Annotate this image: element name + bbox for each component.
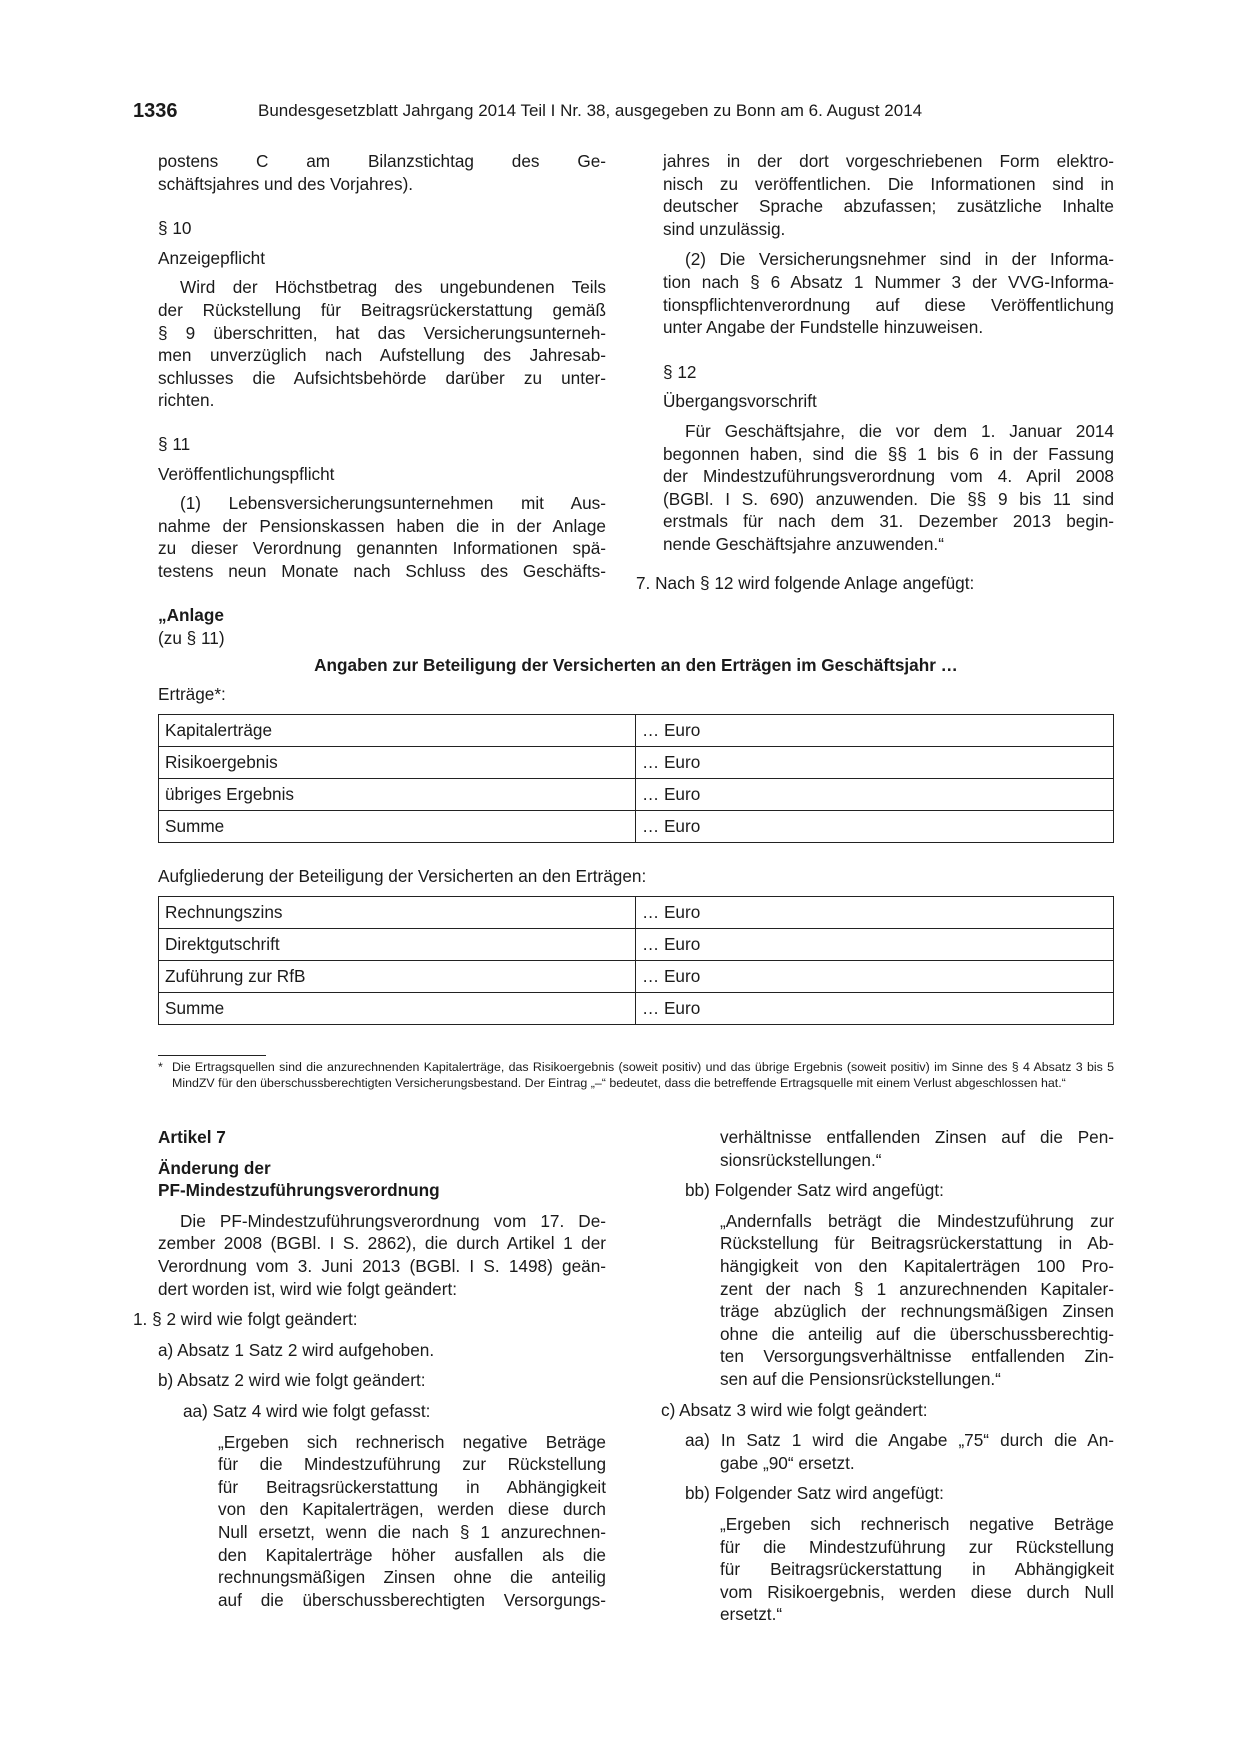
text-line: für Beitragsrückerstattung in Abhängigkeit bbox=[218, 1476, 606, 1497]
table-cell: Summe bbox=[159, 811, 636, 843]
text-line: § 9 überschritten, hat das Versicherungsunterneh- bbox=[158, 322, 606, 343]
item-1: 1. § 2 wird wie folgt geändert: bbox=[133, 1309, 358, 1330]
section-10-title: Anzeigepflicht bbox=[158, 247, 266, 268]
anlage-heading: Angaben zur Beteiligung der Versicherten an den Erträgen im Geschäftsjahr … bbox=[314, 655, 958, 675]
table-cell: … Euro bbox=[636, 993, 1114, 1025]
quote-1 bbox=[218, 1431, 606, 1612]
section-12-paragraph bbox=[663, 420, 1114, 556]
text-line: für die Mindestzuführung zur Rückstellung bbox=[720, 1536, 1114, 1557]
quote-3 bbox=[720, 1513, 1114, 1626]
text-line: aa) In Satz 1 wird die Angabe „75“ durch die An- bbox=[685, 1430, 1114, 1451]
table-cell: Direktgutschrift bbox=[159, 929, 636, 961]
text-line: Verordnung vom 3. Juni 2013 (BGBl. I S. 1498) geän- bbox=[158, 1255, 606, 1276]
table-row bbox=[159, 715, 1114, 747]
artikel-7-left-column bbox=[133, 1126, 606, 1611]
table-cell: … Euro bbox=[636, 779, 1114, 811]
text-line: träge abzüglich der rechnungsmäßigen Zinsen bbox=[720, 1301, 1114, 1322]
table-cell: … Euro bbox=[636, 747, 1114, 779]
item-1c-aa bbox=[685, 1429, 1114, 1474]
text-line: für Beitragsrückerstattung in Abhängigkeit bbox=[720, 1559, 1114, 1580]
text-line: (1) Lebensversicherungsunternehmen mit Aus- bbox=[180, 493, 606, 514]
table1-caption: Erträge*: bbox=[158, 684, 226, 704]
table-cell: … Euro bbox=[636, 961, 1114, 993]
text-line: schäftsjahres und des Vorjahres). bbox=[158, 173, 414, 194]
anlage-label: „Anlage bbox=[158, 605, 224, 625]
page-number: 1336 bbox=[133, 100, 178, 122]
text-line: den Kapitalerträge höher ausfallen als die bbox=[218, 1544, 606, 1565]
footnote-text: Die Ertragsquellen sind die anzurechnenden Kapitalerträge, das Risikoergebnis (soweit positiv) und das übrige Ergebnis (soweit positiv) im Sinne des § 4 Absatz 3 bis 5 MindZV für den überschussberechtigten Versicherungsbestand. Der Eintrag „–“ bedeutet, dass die betreffende Ertragsquelle mit einem Verlust abgeschlossen hat.“ bbox=[172, 1060, 1114, 1091]
text-line: begonnen haben, sind die §§ 1 bis 6 in der Fassung bbox=[663, 443, 1114, 464]
left-column-upper bbox=[158, 150, 606, 583]
section-11-title: Veröffentlichungspflicht bbox=[158, 463, 335, 484]
table-row bbox=[159, 811, 1114, 843]
table-row bbox=[159, 747, 1114, 779]
item-1b-bb: bb) Folgender Satz wird angefügt: bbox=[685, 1180, 944, 1201]
text-line: ohne die anteilig auf die überschussberechtig- bbox=[720, 1323, 1114, 1344]
quote-2 bbox=[720, 1210, 1114, 1391]
table-cell: Summe bbox=[159, 993, 636, 1025]
text-line: nisch zu veröffentlichen. Die Informationen sind in bbox=[663, 173, 1114, 194]
text-line: Rückstellung für Beitragsrückerstattung in Ab- bbox=[720, 1233, 1114, 1254]
text-line: (BGBl. I S. 690) anzuwenden. Die §§ 9 bis 11 sind bbox=[663, 488, 1114, 509]
table-cell: … Euro bbox=[636, 715, 1114, 747]
income-table bbox=[158, 714, 1114, 843]
text-line: rechnungsmäßigen Zinsen ohne die anteilig bbox=[218, 1567, 606, 1588]
text-line: sind unzulässig. bbox=[663, 218, 786, 239]
table-cell: … Euro bbox=[636, 811, 1114, 843]
section-11-paragraph bbox=[158, 492, 606, 582]
text-line: vom Risikoergebnis, werden diese durch Null bbox=[720, 1581, 1114, 1602]
section-10-heading: § 10 bbox=[158, 218, 192, 239]
text-line: Wird der Höchstbetrag des ungebundenen Teils bbox=[180, 277, 606, 298]
text-line: „Ergeben sich rechnerisch negative Beträge bbox=[720, 1513, 1114, 1534]
text-line: zent der nach § 1 anzurechnenden Kapitaler- bbox=[720, 1278, 1114, 1299]
text-line: zember 2008 (BGBl. I S. 2862), die durch Artikel 1 der bbox=[158, 1233, 606, 1254]
item-1b: b) Absatz 2 wird wie folgt geändert: bbox=[158, 1370, 426, 1391]
text-line: (2) Die Versicherungsnehmer sind in der Informa- bbox=[685, 249, 1114, 270]
text-line: auf die überschussberechtigten Versorgungs- bbox=[218, 1589, 606, 1610]
table2-caption: Aufgliederung der Beteiligung der Versicherten an den Erträgen: bbox=[158, 866, 647, 886]
text-line: jahres in der dort vorgeschriebenen Form elektro- bbox=[663, 151, 1114, 171]
artikel-7-title: Änderung der bbox=[158, 1157, 271, 1178]
text-line: hängigkeit von den Kapitalerträgen 100 Pro- bbox=[720, 1255, 1114, 1276]
paragraph-2 bbox=[663, 248, 1114, 338]
text-line: gabe „90“ ersetzt. bbox=[720, 1452, 855, 1473]
text-line: erstmals für nach dem 31. Dezember 2013 begin- bbox=[663, 511, 1114, 532]
quote-1-continued bbox=[720, 1126, 1114, 1171]
text-line: nahme der Pensionskassen haben die in der Anlage bbox=[158, 515, 606, 536]
item-1c-bb: bb) Folgender Satz wird angefügt: bbox=[685, 1483, 944, 1504]
item-1a: a) Absatz 1 Satz 2 wird aufgehoben. bbox=[158, 1339, 435, 1360]
table-cell: Zuführung zur RfB bbox=[159, 961, 636, 993]
footnote-separator bbox=[158, 1055, 266, 1056]
table-cell: … Euro bbox=[636, 897, 1114, 929]
text-line: sen auf die Pensionsrückstellungen.“ bbox=[720, 1368, 1001, 1389]
right-column-upper bbox=[663, 150, 1114, 556]
item-7: 7. Nach § 12 wird folgende Anlage angefügt: bbox=[636, 573, 975, 593]
table-cell: Kapitalerträge bbox=[159, 715, 636, 747]
table-cell: … Euro bbox=[636, 929, 1114, 961]
text-line: deutscher Sprache abzufassen; zusätzliche Inhalte bbox=[663, 196, 1114, 217]
item-1c: c) Absatz 3 wird wie folgt geändert: bbox=[661, 1399, 928, 1420]
text-line: postens C am Bilanzstichtag des Ge- bbox=[158, 151, 606, 171]
text-line: der Mindestzuführungsverordnung vom 4. April 2008 bbox=[663, 466, 1114, 487]
text-line: nende Geschäftsjahre anzuwenden.“ bbox=[663, 533, 944, 554]
artikel-7-title: PF-Mindestzuführungsverordnung bbox=[158, 1180, 440, 1201]
text-line: verhältnisse entfallenden Zinsen auf die Pen- bbox=[720, 1127, 1114, 1147]
text-line: von den Kapitalerträgen, werden diese durch bbox=[218, 1499, 606, 1520]
artikel-7-right-column bbox=[663, 1126, 1114, 1626]
text-line: unter Angabe der Fundstelle hinzuweisen. bbox=[663, 317, 984, 338]
text-line: zu dieser Verordnung genannten Informationen spä- bbox=[158, 538, 606, 559]
table-cell: Rechnungszins bbox=[159, 897, 636, 929]
text-line: „Andernfalls beträgt die Mindestzuführung zur bbox=[720, 1210, 1114, 1231]
text-line: tionspflichtenverordnung auf diese Veröffentlichung bbox=[663, 294, 1114, 315]
footnote-mark: * bbox=[158, 1060, 163, 1074]
table-row bbox=[159, 897, 1114, 929]
table-cell: übriges Ergebnis bbox=[159, 779, 636, 811]
table-row bbox=[159, 961, 1114, 993]
footnote bbox=[158, 1059, 1114, 1091]
text-line: „Ergeben sich rechnerisch negative Beträge bbox=[218, 1431, 606, 1452]
text-line: richten. bbox=[158, 390, 215, 411]
text-line: testens neun Monate nach Schluss des Geschäfts- bbox=[158, 560, 606, 581]
gazette-header-title: Bundesgesetzblatt Jahrgang 2014 Teil I Nr. 38, ausgegeben zu Bonn am 6. August 2014 bbox=[258, 101, 923, 120]
text-line: men unverzüglich nach Aufstellung des Jahresab- bbox=[158, 345, 606, 366]
text-line: Null ersetzt, wenn die nach § 1 anzurechnen- bbox=[218, 1521, 606, 1542]
text-line: dert worden ist, wird wie folgt geändert: bbox=[158, 1278, 458, 1299]
text-line: Die PF-Mindestzuführungsverordnung vom 17. De- bbox=[180, 1210, 606, 1231]
text-line: tion nach § 6 Absatz 1 Nummer 3 der VVG-Informa- bbox=[663, 271, 1114, 292]
text-line: der Rückstellung für Beitragsrückerstattung gemäß bbox=[158, 299, 606, 320]
table-cell: Risikoergebnis bbox=[159, 747, 636, 779]
breakdown-table bbox=[158, 896, 1114, 1025]
section-12-title: Übergangsvorschrift bbox=[663, 391, 817, 412]
section-10-paragraph bbox=[158, 276, 606, 412]
item-1b-aa: aa) Satz 4 wird wie folgt gefasst: bbox=[183, 1400, 431, 1421]
text-line: schlusses die Aufsichtsbehörde darüber zu unter- bbox=[158, 367, 606, 388]
text-line: Für Geschäftsjahre, die vor dem 1. Januar 2014 bbox=[685, 420, 1114, 441]
table-row bbox=[159, 929, 1114, 961]
text-line: ten Versorgungsverhältnisse entfallenden Zin- bbox=[720, 1346, 1114, 1367]
section-11-heading: § 11 bbox=[158, 433, 191, 454]
artikel-7-heading: Artikel 7 bbox=[158, 1127, 226, 1147]
section-12-heading: § 12 bbox=[663, 361, 697, 382]
anlage-reference: (zu § 11) bbox=[158, 628, 225, 648]
text-line: für die Mindestzuführung zur Rückstellung bbox=[218, 1454, 606, 1475]
text-line: sionsrückstellungen.“ bbox=[720, 1149, 882, 1170]
artikel-7-intro bbox=[158, 1210, 606, 1300]
text-line: ersetzt.“ bbox=[720, 1604, 783, 1625]
table-row bbox=[159, 993, 1114, 1025]
table-row bbox=[159, 779, 1114, 811]
